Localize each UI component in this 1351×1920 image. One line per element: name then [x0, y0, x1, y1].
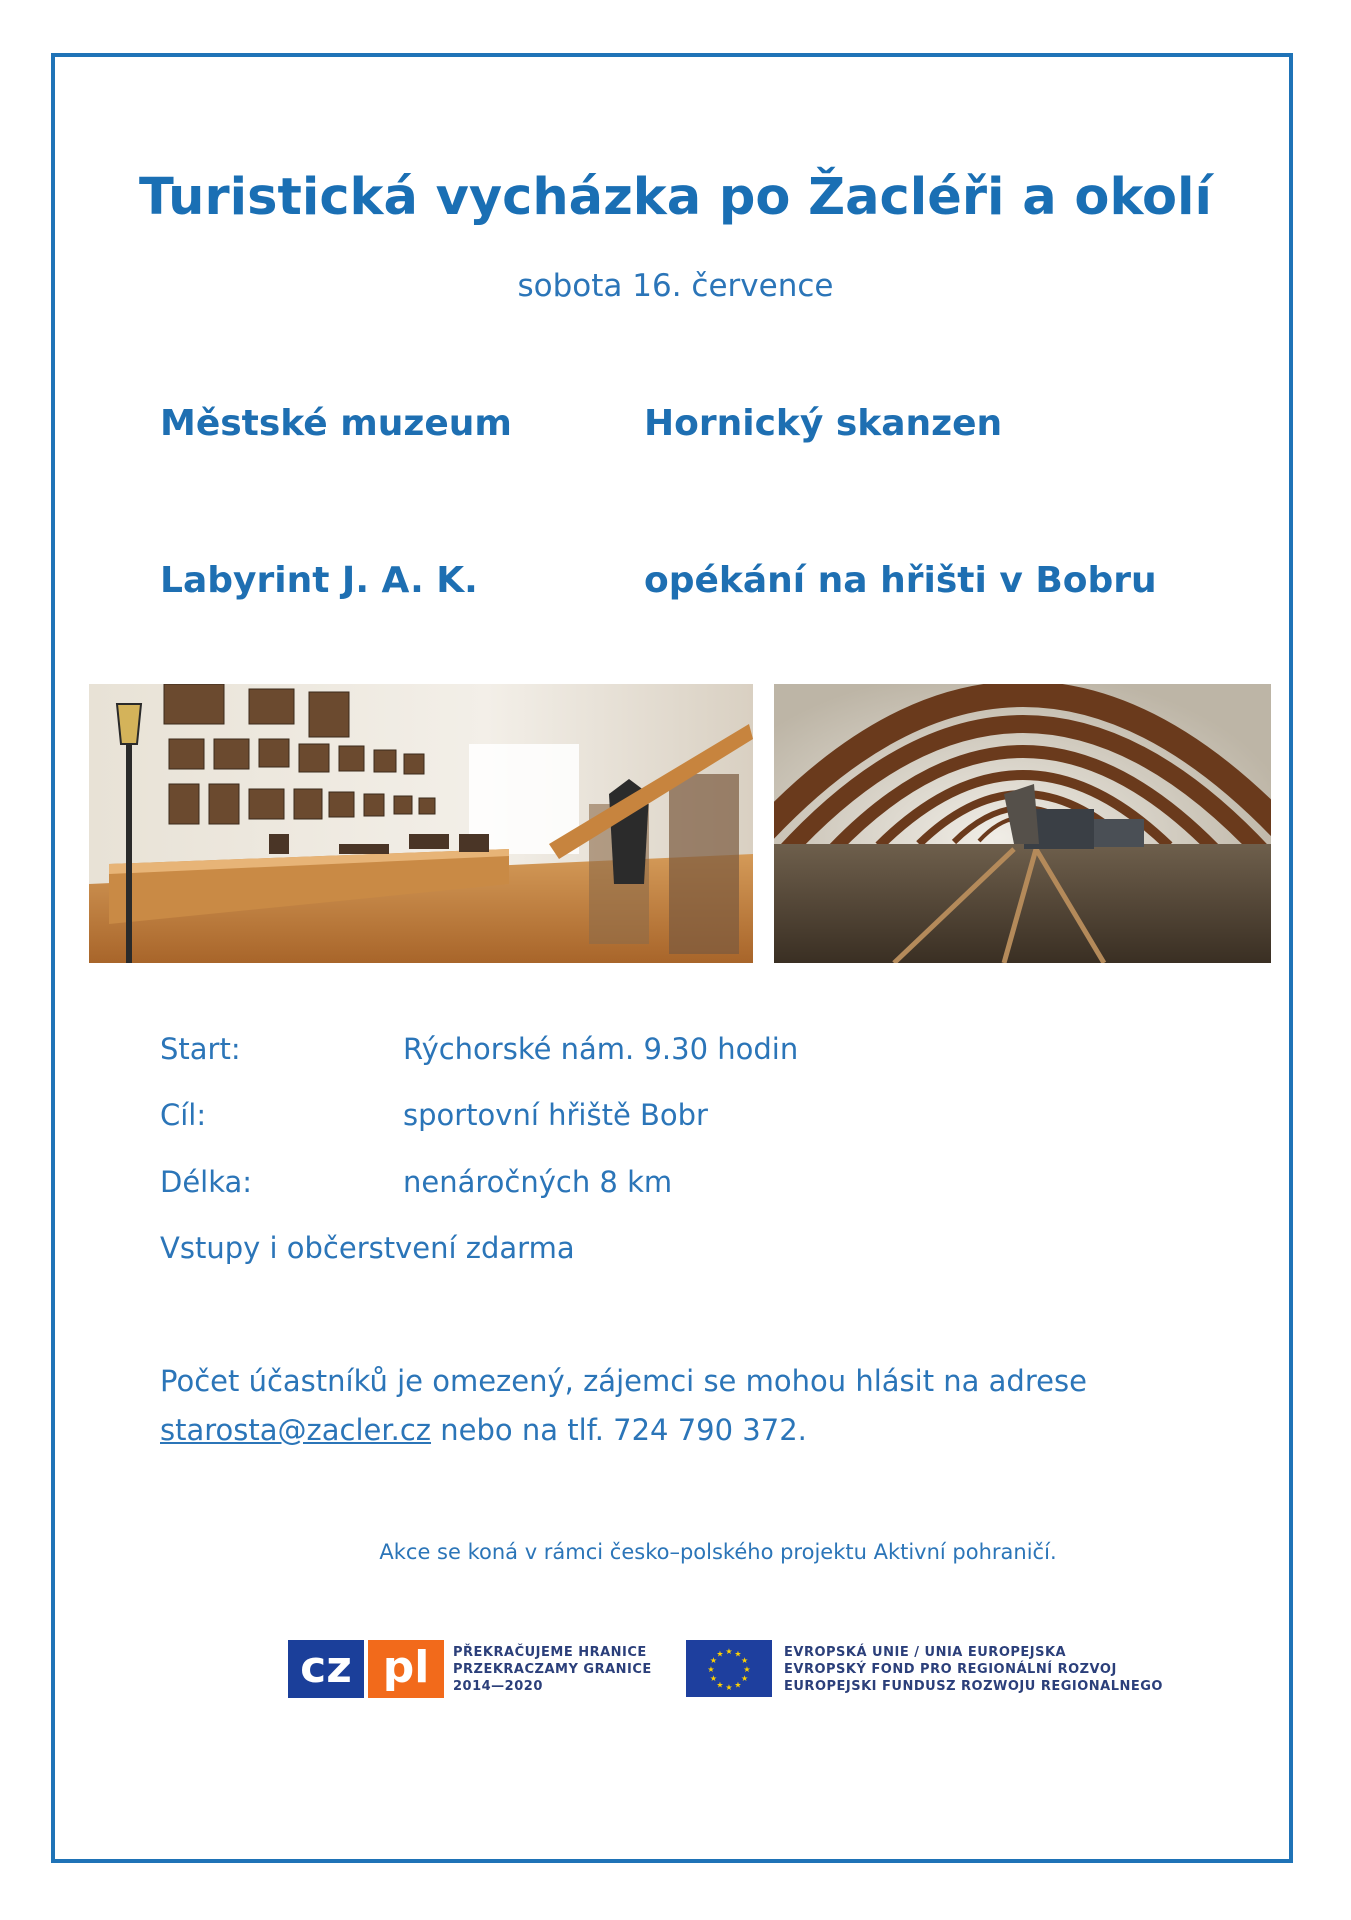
czpl-line-3: 2014—2020: [453, 1679, 543, 1694]
svg-text:★: ★: [716, 1680, 724, 1690]
free-entry-note: Vstupy i občerstvení zdarma: [160, 1231, 575, 1265]
eu-line-2: EVROPSKÝ FOND PRO REGIONÁLNÍ ROZVOJ: [784, 1662, 1117, 1677]
email-link[interactable]: starosta@zacler.cz: [160, 1413, 432, 1447]
svg-text:★: ★: [741, 1656, 749, 1665]
czpl-logo: [288, 1640, 444, 1698]
mine-tunnel-photo: [774, 684, 1271, 963]
svg-text:★: ★: [716, 1649, 724, 1659]
svg-text:★: ★: [734, 1680, 742, 1690]
length-label: Délka:: [160, 1165, 253, 1199]
finish-value: sportovní hřiště Bobr: [403, 1098, 708, 1132]
place-barbecue: opékání na hřišti v Bobru: [644, 560, 1157, 601]
registration-line-2: [160, 1413, 807, 1447]
svg-text:★: ★: [709, 1674, 717, 1683]
event-date: sobota 16. července: [517, 268, 834, 304]
place-museum: Městské muzeum: [160, 403, 512, 444]
czpl-line-1: PŘEKRAČUJEME HRANICE: [453, 1645, 647, 1660]
place-mining-museum: Hornický skanzen: [644, 403, 1003, 444]
place-labyrinth: Labyrint J. A. K.: [160, 560, 478, 601]
czpl-logo-text: [453, 1644, 652, 1695]
finish-label: Cíl:: [160, 1098, 207, 1132]
museum-photo: [89, 684, 753, 963]
poster-title: Turistická vycházka po Žacléři a okolí: [138, 168, 1213, 227]
eu-logo-text: [784, 1644, 1163, 1695]
length-value: nenáročných 8 km: [403, 1165, 673, 1199]
czpl-line-2: PRZEKRACZAMY GRANICE: [453, 1662, 652, 1677]
svg-text:★: ★: [743, 1665, 751, 1674]
svg-text:★: ★: [707, 1665, 715, 1674]
czpl-logo-cz: cz: [288, 1640, 364, 1698]
eu-line-1: EVROPSKÁ UNIE / UNIA EUROPEJSKA: [784, 1645, 1067, 1660]
eu-flag-icon: [686, 1640, 772, 1697]
phone-text: nebo na tlf. 724 790 372.: [431, 1413, 807, 1447]
czpl-logo-pl: pl: [368, 1640, 444, 1698]
start-label: Start:: [160, 1032, 241, 1066]
svg-text:★: ★: [741, 1674, 749, 1683]
eu-line-3: EUROPEJSKI FUNDUSZ ROZWOJU REGIONALNEGO: [784, 1679, 1163, 1694]
start-value: Rýchorské nám. 9.30 hodin: [403, 1032, 799, 1066]
svg-text:★: ★: [734, 1649, 742, 1659]
project-note: Akce se koná v rámci česko–polského projektu Aktivní pohraničí.: [379, 1540, 1057, 1564]
svg-text:★: ★: [725, 1647, 733, 1656]
svg-text:★: ★: [725, 1683, 733, 1692]
registration-line-1: Počet účastníků je omezený, zájemci se mohou hlásit na adrese: [160, 1364, 1087, 1398]
svg-text:★: ★: [709, 1656, 717, 1665]
